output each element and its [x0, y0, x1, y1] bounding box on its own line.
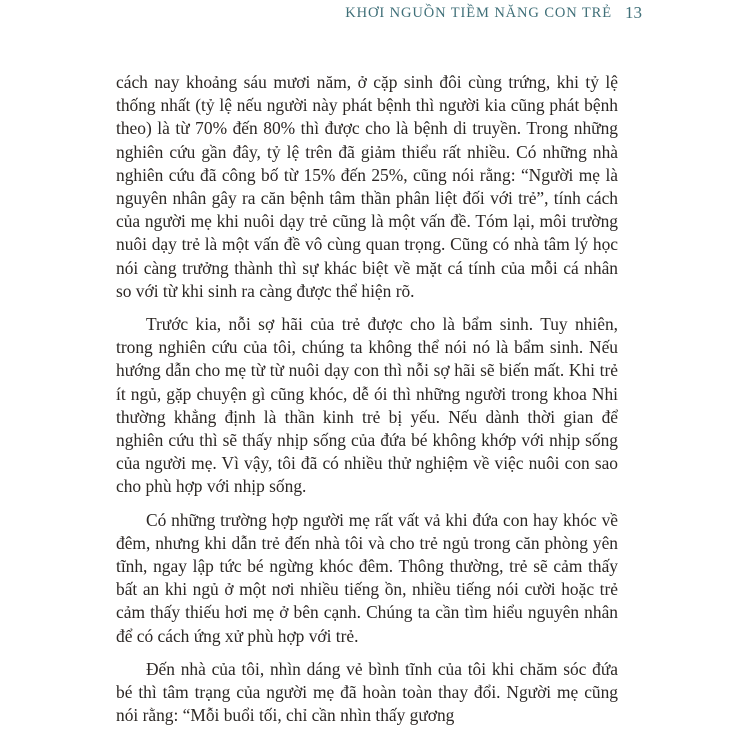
- body-text: [116, 71, 618, 737]
- paragraph-2: Trước kia, nỗi sợ hãi của trẻ được cho là bẩm sinh. Tuy nhiên, trong nghiên cứu của tôi, chúng ta không thể nói nó là bẩm sinh. Nếu hướng dẫn cho mẹ từ từ nuôi dạy con thì nỗi sợ hãi sẽ biến mất. Khi trẻ ít ngủ, gặp chuyện gì cũng khóc, dễ ói thì những người trong khoa Nhi thường khẳng định là thần kinh trẻ bị yếu. Nếu dành thời gian để nghiên cứu thì sẽ thấy nhịp sống của đứa bé không khớp với nhịp sống của người mẹ. Vì vậy, tôi đã có nhiều thử nghiệm về việc nuôi con sao cho phù hợp với nhịp sống.: [116, 314, 618, 497]
- paragraph-3: Có những trường hợp người mẹ rất vất vả khi đứa con hay khóc về đêm, nhưng khi dẫn trẻ đến nhà tôi và cho trẻ ngủ trong căn phòng yên tĩnh, ngay lập tức bé ngừng khóc đêm. Thông thường, trẻ sẽ cảm thấy bất an khi ngủ ở một nơi nhiều tiếng ồn, nhiều tiếng nói cười hoặc trẻ cảm thấy thiếu hơi mẹ ở bên cạnh. Chúng ta cần tìm hiểu nguyên nhân để có cách ứng xử phù hợp với trẻ.: [116, 509, 618, 646]
- paragraph-1: cách nay khoảng sáu mươi năm, ở cặp sinh đôi cùng trứng, khi tỷ lệ thống nhất (tỷ lệ nếu người này phát bệnh thì người kia cũng phát bệnh theo) là từ 70% đến 80% thì được cho là bệnh di truyền. Trong những nghiên cứu gần đây, tỷ lệ trên đã giảm thiểu rất nhiều. Có những nhà nghiên cứu đã công bố từ 15% đến 25%, cũng nói rằng: “Người mẹ là nguyên nhân gây ra căn bệnh tâm thần phân liệt đối với trẻ”, tính cách của người mẹ khi nuôi dạy trẻ cũng là một vấn đề. Tóm lại, môi trường nuôi dạy trẻ là một vấn đề vô cùng quan trọng. Cũng có nhà tâm lý học nói càng trưởng thành thì sự khác biệt về mặt cá tính của mỗi cá nhân so với từ khi sinh ra càng được thể hiện rõ.: [116, 72, 618, 301]
- paragraph-4: Đến nhà của tôi, nhìn dáng vẻ bình tĩnh của tôi khi chăm sóc đứa bé thì tâm trạng của người mẹ đã hoàn toàn thay đổi. Người mẹ cũng nói rằng: “Mỗi buổi tối, chỉ cần nhìn thấy gương: [116, 658, 618, 726]
- running-header-title: KHƠI NGUỒN TIỀM NĂNG CON TRẺ: [345, 5, 612, 21]
- page-number: 13: [625, 3, 642, 22]
